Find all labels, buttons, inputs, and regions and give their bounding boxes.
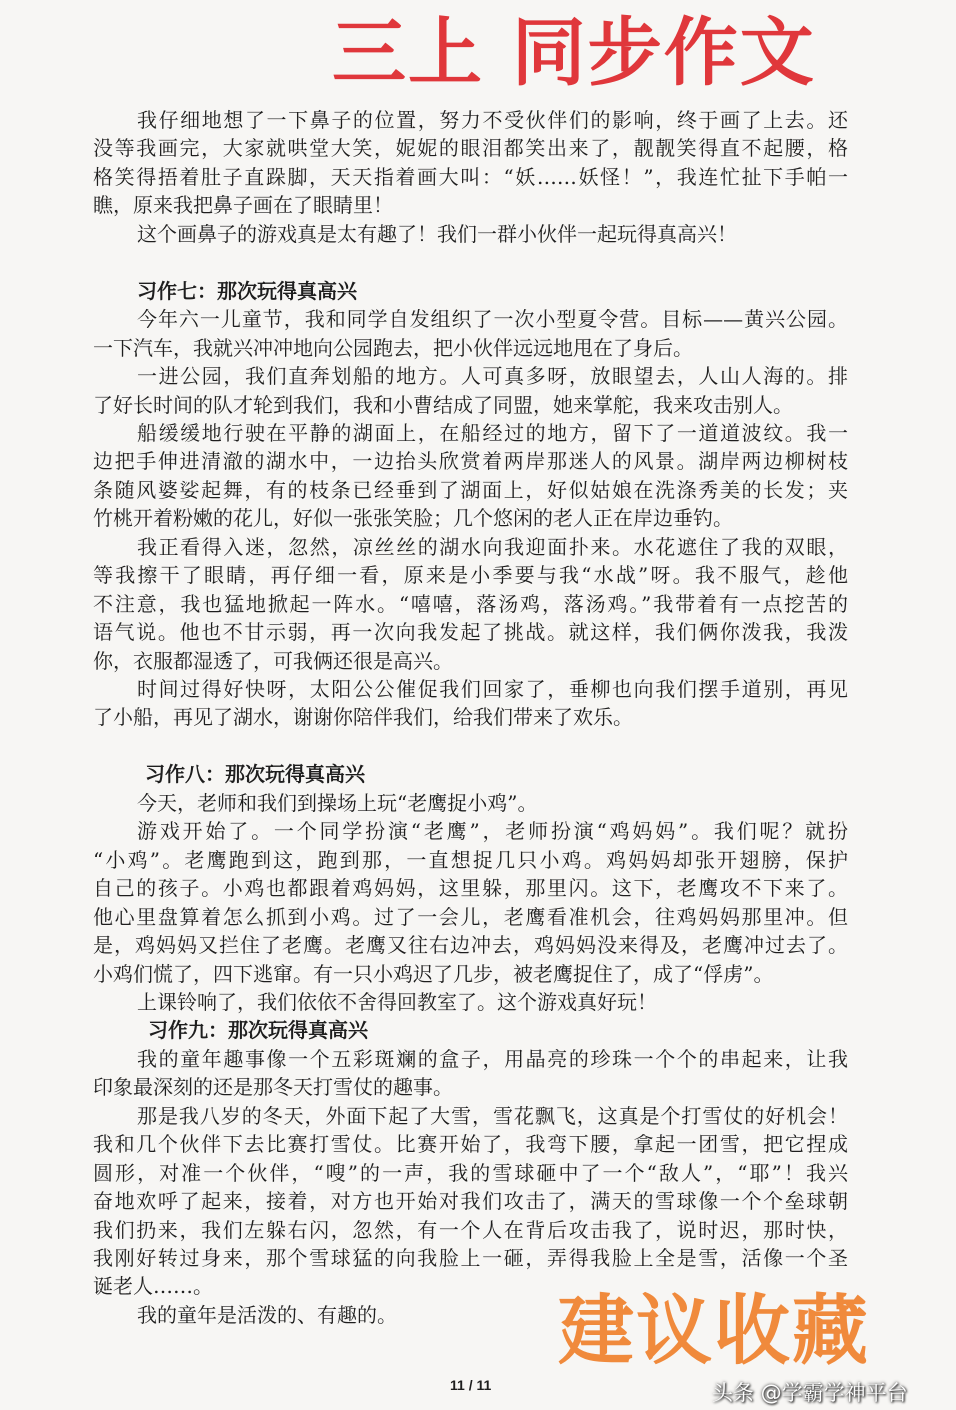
text-line: 格笑得捂着肚子直跺脚，天天指着画大叫：“妖……妖怪！”，我连忙扯下手帕一 xyxy=(93,164,848,189)
text-line: 我的童年趣事像一个五彩斑斓的盒子，用晶亮的珍珠一个个的串起来，让我 xyxy=(137,1046,848,1071)
text-line: 了小船，再见了湖水，谢谢你陪伴我们，给我们带来了欢乐。 xyxy=(93,705,633,730)
text-line: 没等我画完，大家就哄堂大笑，妮妮的眼泪都笑出来了，靓靓笑得直不起腰，格 xyxy=(93,136,848,161)
text-line: 那是我八岁的冬天，外面下起了大雪，雪花飘飞，这真是个打雪仗的好机会！ xyxy=(137,1103,848,1128)
text-line: 他心里盘算着怎么抓到小鸡。过了一会儿，老鹰看准机会，往鸡妈妈那里冲。但 xyxy=(93,904,848,929)
text-line: 今年六一儿童节，我和同学自发组织了一次小型夏令营。目标——黄兴公园。 xyxy=(137,307,848,332)
text-line: 游戏开始了。一个同学扮演“老鹰”，老师扮演“鸡妈妈”。我们呢？就扮 xyxy=(137,819,848,844)
text-line: 圆形，对准一个伙伴，“嗖”的一声，我的雪球砸中了一个“敌人”，“耶”！我兴 xyxy=(93,1160,848,1185)
text-line: 我们扔来，我们左躲右闪，忽然，有一个人在背后攻击我了，说时迟，那时快， xyxy=(93,1217,848,1242)
text-line: 自己的孩子。小鸡也都跟着鸡妈妈，这里躲，那里闪。这下，老鹰攻不下来了。 xyxy=(93,876,848,901)
text-line: 条随风婆娑起舞，有的枝条已经垂到了湖面上，好似姑娘在洗涤秀美的长发；夹 xyxy=(93,477,848,502)
text-line: 你，衣服都湿透了，可我俩还很是高兴。 xyxy=(93,648,453,673)
text-line: 是，鸡妈妈又拦住了老鹰。老鹰又往右边冲去，鸡妈妈没来得及，老鹰冲过去了。 xyxy=(93,933,848,958)
text-line: 语气说。他也不甘示弱，再一次向我发起了挑战。就这样，我们俩你泼我，我泼 xyxy=(93,620,848,645)
page-title: 三上 同步作文 xyxy=(332,10,816,96)
text-line: 奋地欢呼了起来，接着，对方也开始对我们攻击了，满天的雪球像一个个垒球朝 xyxy=(93,1189,848,1214)
text-line: 不注意，我也猛地掀起一阵水。“嘻嘻，落汤鸡，落汤鸡。”我带着有一点挖苦的 xyxy=(93,591,848,616)
text-line: 诞老人……。 xyxy=(93,1274,213,1299)
text-line: “小鸡”。老鹰跑到这，跑到那，一直想捉几只小鸡。鸡妈妈却张开翅膀，保护 xyxy=(93,847,848,872)
text-line: 船缓缓地行驶在平静的湖面上，在船经过的地方，留下了一道道波纹。我一 xyxy=(137,420,848,445)
watermark: 头条 @学霸学神平台 xyxy=(712,1381,908,1405)
text-line: 我的童年是活泼的、有趣的。 xyxy=(137,1302,397,1327)
text-line: 一下汽车，我就兴冲冲地向公园跑去，把小伙伴远远地甩在了身后。 xyxy=(93,335,693,360)
text-line: 了好长时间的队才轮到我们，我和小曹结成了同盟，她来掌舵，我来攻击别人。 xyxy=(93,392,793,417)
text-line: 我刚好转过身来，那个雪球猛的向我脸上一砸，弄得我脸上全是雪，活像一个圣 xyxy=(93,1246,848,1270)
page-number: 11 / 11 xyxy=(450,1377,492,1393)
section-heading: 习作八：那次玩得真高兴 xyxy=(145,762,365,787)
bookmark-banner: 建议收藏 xyxy=(558,1286,870,1375)
text-line: 我正看得入迷，忽然，凉丝丝的湖水向我迎面扑来。水花遮住了我的双眼， xyxy=(137,534,848,559)
section-heading: 习作七：那次玩得真高兴 xyxy=(137,278,357,303)
text-line: 我和几个伙伴下去比赛打雪仗。比赛开始了，我弯下腰，拿起一团雪，把它捏成 xyxy=(93,1132,848,1157)
text-line: 印象最深刻的还是那冬天打雪仗的趣事。 xyxy=(93,1075,453,1100)
text-line: 竹桃开着粉嫩的花儿，好似一张张笑脸；几个悠闲的老人正在岸边垂钓。 xyxy=(93,506,733,531)
text-line: 小鸡们慌了，四下逃窜。有一只小鸡迟了几步，被老鹰捉住了，成了“俘虏”。 xyxy=(93,961,774,986)
text-line: 瞧，原来我把鼻子画在了眼睛里！ xyxy=(93,193,393,218)
text-line: 我仔细地想了一下鼻子的位置，努力不受伙伴们的影响，终于画了上去。还 xyxy=(137,108,848,132)
text-line: 时间过得好快呀，太阳公公催促我们回家了，垂柳也向我们摆手道别，再见 xyxy=(137,677,848,701)
text-line: 等我擦干了眼睛，再仔细一看，原来是小季要与我“水战”呀。我不服气，趁他 xyxy=(93,563,848,588)
section-heading: 习作九：那次玩得真高兴 xyxy=(148,1018,368,1043)
text-line: 一进公园，我们直奔划船的地方。人可真多呀，放眼望去，人山人海的。排 xyxy=(137,364,848,389)
text-line: 这个画鼻子的游戏真是太有趣了！我们一群小伙伴一起玩得真高兴！ xyxy=(137,221,737,246)
text-line: 上课铃响了，我们依依不舍得回教室了。这个游戏真好玩！ xyxy=(137,989,657,1014)
text-line: 今天，老师和我们到操场上玩“老鹰捉小鸡”。 xyxy=(137,790,538,815)
text-line: 边把手伸进清澈的湖水中，一边抬头欣赏着两岸那迷人的风景。湖岸两边柳树枝 xyxy=(93,449,848,474)
